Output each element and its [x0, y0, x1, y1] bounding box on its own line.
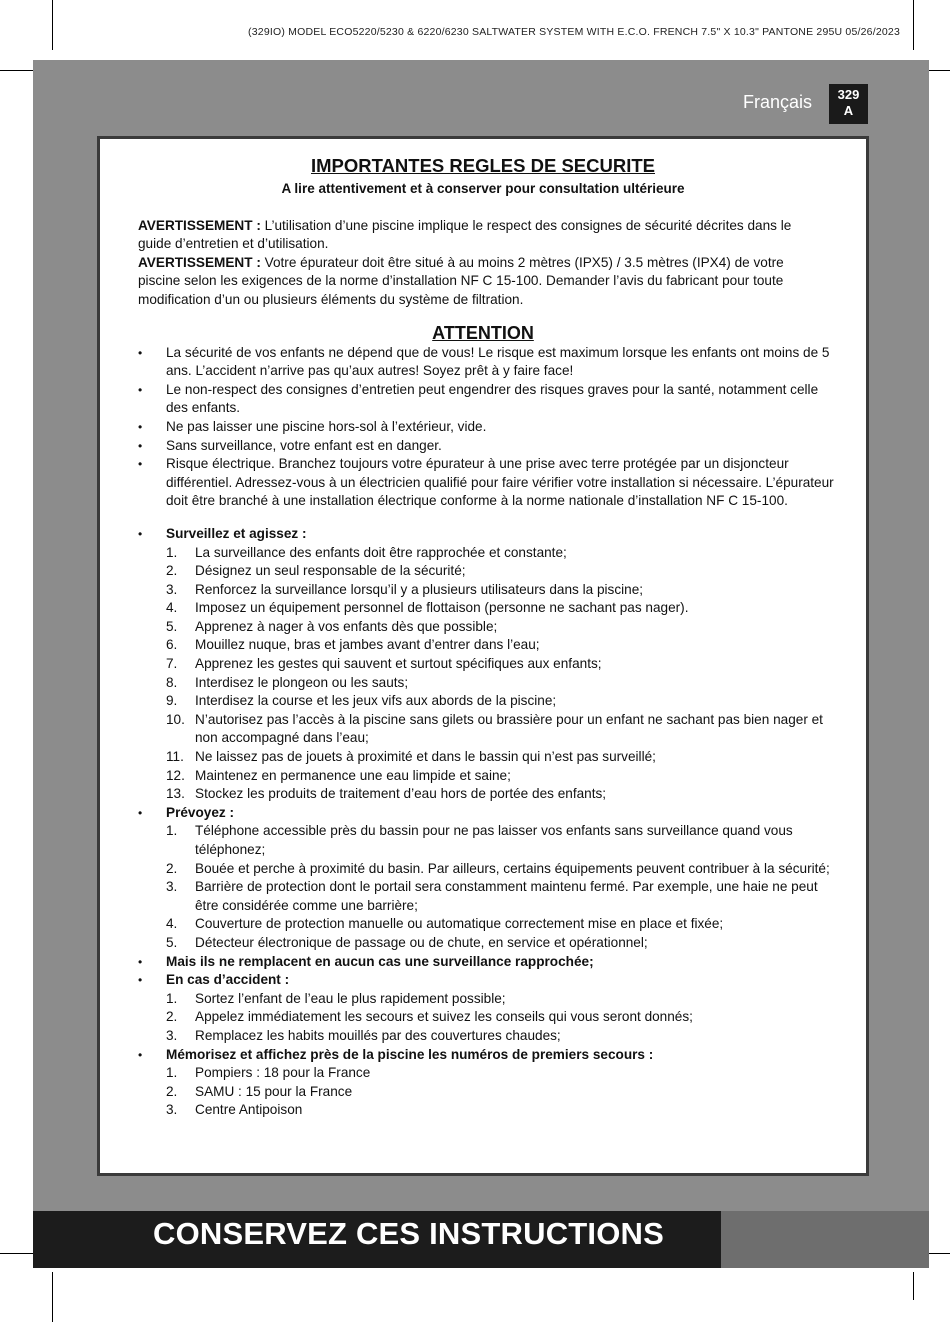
numbered-list [166, 1064, 834, 1120]
list-item [166, 674, 834, 693]
section-heading: Mais ils ne remplacent en aucun cas une surveillance rapprochée; [166, 953, 594, 969]
list-item [166, 878, 834, 915]
list-item [166, 990, 834, 1009]
item-number: 2. [166, 860, 178, 876]
attention-heading: ATTENTION [432, 322, 534, 343]
item-number: 2. [166, 1083, 178, 1099]
list-item [166, 544, 834, 563]
item-text: Apprenez à nager à vos enfants dès que possible; [195, 618, 498, 634]
section-item [100, 804, 834, 953]
item-number: 4. [166, 600, 178, 616]
list-item: • Ne pas laisser une piscine hors-sol à l’extérieur, vide. [100, 418, 834, 437]
item-text: Bouée et perche à proximité du basin. Par ailleurs, certains équipements peuvent contribuer à la sécurité; [195, 860, 830, 876]
print-header: (329IO) MODEL ECO5220/5230 & 6220/6230 SALTWATER SYSTEM WITH E.C.O. FRENCH 7.5" X 10.3" PANTONE 295U 05/26/2023 [248, 26, 900, 38]
item-number: 3. [166, 581, 178, 597]
item-text: Interdisez le plongeon ou les sauts; [195, 674, 409, 690]
footer-gray-block [721, 1211, 929, 1268]
item-text: Interdisez la course et les jeux vifs aux abords de la piscine; [195, 693, 557, 709]
list-item [166, 1008, 834, 1027]
item-number: 10. [166, 711, 185, 727]
list-item [166, 748, 834, 767]
list-item [166, 655, 834, 674]
crop-mark [52, 0, 53, 50]
item-text: Ne laissez pas de jouets à proximité et dans le bassin qui n’est pas surveillé; [195, 749, 656, 765]
item-text: La surveillance des enfants doit être rapprochée et constante; [195, 544, 567, 560]
list-item [166, 581, 834, 600]
list-item [166, 599, 834, 618]
section-heading: Surveillez et agissez : [166, 525, 307, 541]
warning-text: L’utilisation d’une piscine implique le respect des consignes de sécurité décrites dans le guide d’entretien et d’utilisation. [138, 217, 792, 252]
page-letter: A [843, 103, 854, 118]
item-text: Désignez un seul responsable de la sécurité; [195, 563, 466, 579]
list-item: • La sécurité de vos enfants ne dépend que de vous! Le risque est maximum lorsque les enfants ont moins de 5 ans. L’accident n’arrive pas qu’aux autres! Soyez prêt à y faire face! [100, 344, 834, 381]
item-number: 3. [166, 1102, 178, 1118]
item-number: 11. [166, 749, 184, 765]
warning-paragraph [100, 254, 866, 310]
item-text: Barrière de protection dont le portail sera constamment maintenu fermé. Par exemple, une haie ne peut être considérée comme une barrière; [195, 879, 818, 913]
item-number: 4. [166, 916, 178, 932]
item-text: N’autorisez pas l’accès à la piscine sans gilets ou brassière pour un enfant ne sachant pas bien nager et non accompagné dans l’eau; [195, 711, 823, 746]
language-label: Français [742, 92, 812, 112]
page-subtitle: A lire attentivement et à conserver pour consultation ultérieure [281, 181, 685, 196]
item-text: Remplacez les habits mouillés par des couvertures chaudes; [195, 1027, 561, 1043]
item-number: 8. [166, 674, 178, 690]
safety-rules-content [100, 139, 866, 1120]
item-text: Maintenez en permanence une eau limpide et saine; [195, 767, 511, 783]
list-item [166, 711, 834, 748]
item-text: Centre Antipoison [195, 1102, 303, 1118]
list-item [166, 860, 834, 879]
item-number: 5. [166, 618, 178, 634]
crop-mark [913, 0, 914, 50]
item-number: 1. [166, 1065, 178, 1081]
list-item [166, 767, 834, 786]
list-item [166, 618, 834, 637]
list-item [166, 934, 834, 953]
item-text: Apprenez les gestes qui sauvent et surtout spécifiques aux enfants; [195, 656, 602, 672]
item-text: Renforcez la surveillance lorsqu’il y a plusieurs utilisateurs dans la piscine; [195, 581, 644, 597]
item-number: 2. [166, 1009, 178, 1025]
attention-list [100, 344, 866, 511]
list-item [166, 822, 834, 859]
item-number: 1. [166, 544, 178, 560]
warning-label: AVERTISSEMENT : [138, 254, 261, 270]
numbered-list [166, 544, 834, 804]
item-number: 7. [166, 656, 178, 672]
crop-mark [52, 1272, 53, 1322]
list-item: • Risque électrique. Branchez toujours votre épurateur à une prise avec terre protégée par un disjoncteur différentiel. Adressez-vous à un électricien qualifié pour faire vérifier votre installation si nécessaire. L’épurateur doit être branché à une installation électrique conforme à la norme nationale d’installation NF C 15-100. [100, 455, 834, 511]
item-text: Téléphone accessible près du bassin pour ne pas laisser vos enfants sans surveillance quand vous téléphonez; [195, 823, 793, 857]
footer-banner: CONSERVEZ CES INSTRUCTIONS [33, 1211, 721, 1268]
list-item [166, 785, 834, 804]
item-number: 9. [166, 693, 178, 709]
page-number-tab [829, 84, 868, 124]
crop-mark [913, 1272, 914, 1300]
item-number: 6. [166, 637, 178, 653]
item-number: 5. [166, 934, 178, 950]
list-item [166, 915, 834, 934]
item-number: 3. [166, 1027, 178, 1043]
safety-sections [100, 525, 866, 1120]
item-number: 2. [166, 563, 178, 579]
warning-text: Votre épurateur doit être situé à au moins 2 mètres (IPX5) / 3.5 mètres (IPX4) de votre piscine selon les exigences de la norme d’installation NF C 15-100. Demander l’avis du fabricant pour toute modification d’un ou plusieurs éléments du système de filtration. [138, 254, 784, 307]
list-item [166, 636, 834, 655]
item-text: Couverture de protection manuelle ou automatique correctement mise en place et fixée; [195, 916, 724, 932]
item-number: 1. [166, 990, 178, 1006]
safety-rules-box [97, 136, 869, 1176]
section-item [100, 971, 834, 1045]
list-item [166, 1064, 834, 1083]
page-number: 329 [837, 87, 860, 102]
item-text: SAMU : 15 pour la France [195, 1083, 353, 1099]
item-number: 12. [166, 767, 185, 783]
numbered-list [166, 990, 834, 1046]
list-item [166, 692, 834, 711]
section-item [100, 525, 834, 804]
item-number: 13. [166, 786, 185, 802]
section-heading: Mémorisez et affichez près de la piscine les numéros de premiers secours : [166, 1046, 654, 1062]
section-heading: En cas d’accident : [166, 972, 290, 988]
list-item [166, 1027, 834, 1046]
section-item [100, 953, 834, 972]
item-text: Pompiers : 18 pour la France [195, 1065, 371, 1081]
item-text: Appelez immédiatement les secours et suivez les conseils qui vous seront donnés; [195, 1009, 693, 1025]
item-text: Stockez les produits de traitement d’eau hors de portée des enfants; [195, 786, 607, 802]
item-number: 1. [166, 823, 178, 839]
item-text: Mouillez nuque, bras et jambes avant d’entrer dans l’eau; [195, 637, 540, 653]
list-item: • Le non-respect des consignes d’entretien peut engendrer des risques graves pour la santé, notamment celle des enfants. [100, 381, 834, 418]
list-item: • Sans surveillance, votre enfant est en danger. [100, 437, 834, 456]
list-item [166, 562, 834, 581]
warning-label: AVERTISSEMENT : [138, 217, 261, 233]
item-number: 3. [166, 879, 178, 895]
item-text: Sortez l’enfant de l’eau le plus rapidement possible; [195, 990, 506, 1006]
numbered-list [166, 822, 834, 952]
spacer [100, 511, 866, 525]
item-text: Imposez un équipement personnel de flottaison (personne ne sachant pas nager). [195, 600, 689, 616]
page-title: IMPORTANTES REGLES DE SECURITE [311, 155, 655, 176]
list-item [166, 1101, 834, 1120]
list-item [166, 1083, 834, 1102]
item-text: Détecteur électronique de passage ou de chute, en service et opérationnel; [195, 934, 648, 950]
section-item [100, 1046, 834, 1120]
warning-paragraph [100, 217, 866, 254]
section-heading: Prévoyez : [166, 804, 235, 820]
